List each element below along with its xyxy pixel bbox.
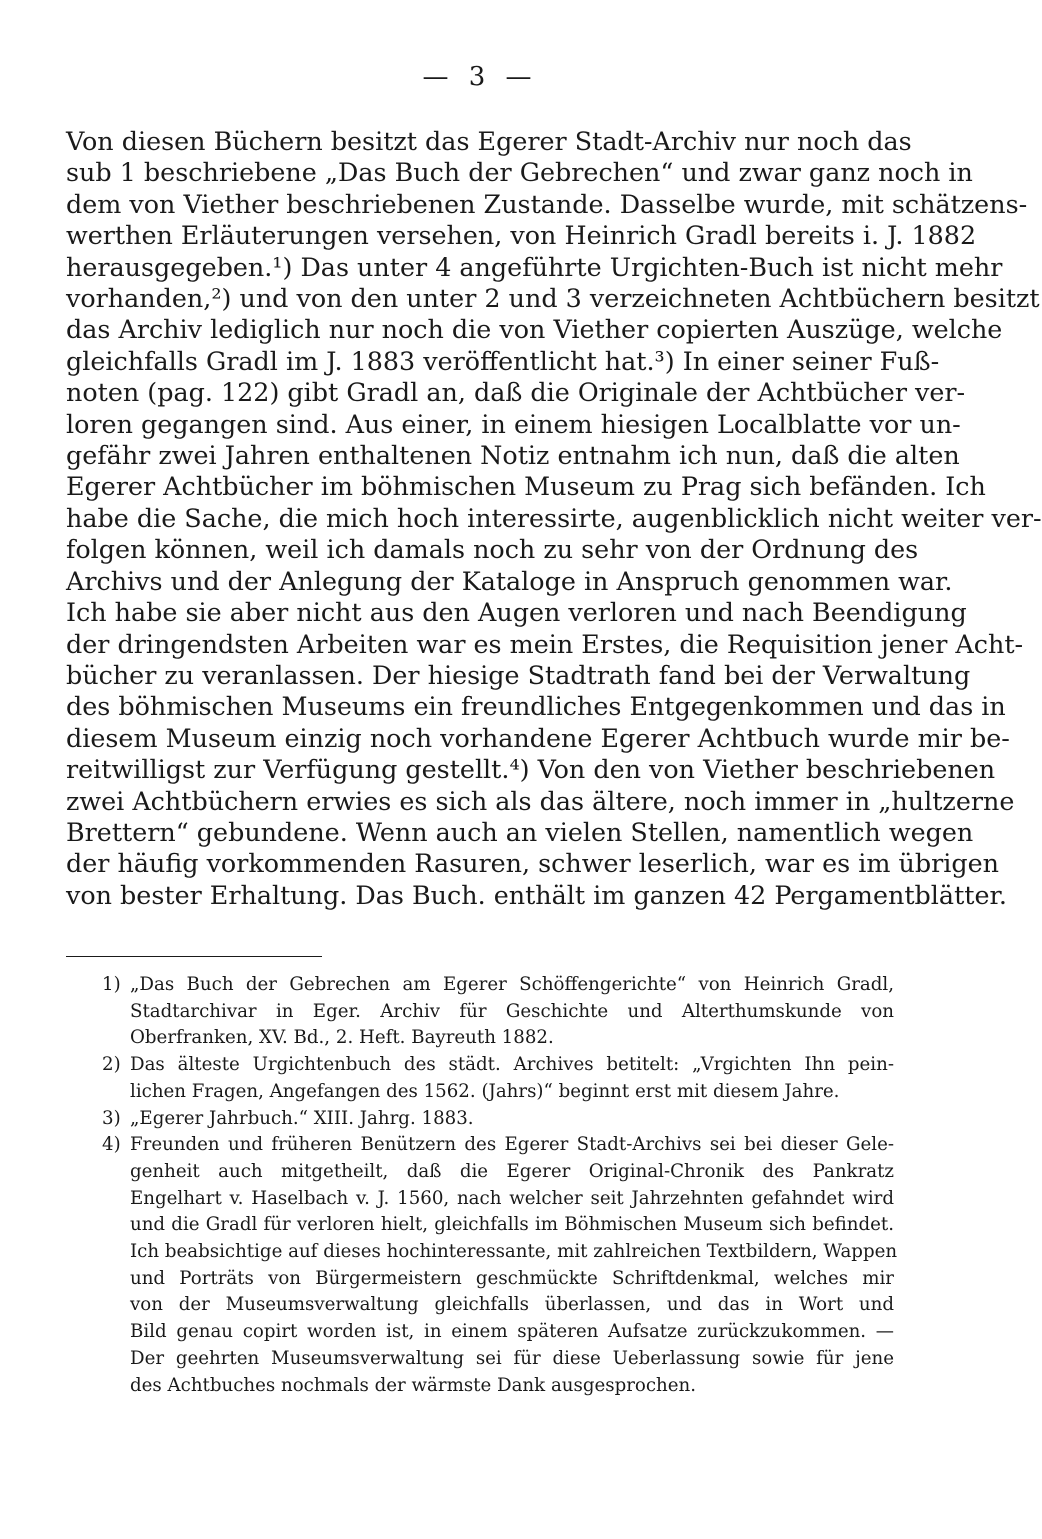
body-line: werthen Erläuterungen versehen, von Heinrich Gradl bereits i. J. 1882 — [66, 220, 977, 251]
footnote-line: Der geehrten Museumsverwaltung sei für diese Ueberlassung sowie für jene — [130, 1347, 894, 1369]
footnote-line: Freunden und früheren Benützern des Egerer Stadt-Archivs sei bei dieser Gele- — [130, 1134, 894, 1156]
footnote — [66, 1106, 894, 1133]
footnote-line: Ich beabsichtige auf dieses hochinteressante, mit zahlreichen Textbildern, Wappen — [130, 1241, 898, 1263]
footnote — [66, 1132, 898, 1399]
footnote — [66, 1052, 894, 1105]
footnote-line: Engelhart v. Haselbach v. J. 1560, nach welcher seit Jahrzehnten gefahndet wird — [130, 1187, 894, 1209]
footnote-line: Bild genau copirt worden ist, in einem späteren Aufsatze zurückzukommen. — — [130, 1321, 894, 1343]
body-line: der häufig vorkommenden Rasuren, schwer leserlich, war es im übrigen — [66, 848, 999, 879]
body-line: das Archiv lediglich nur noch die von Viether copierten Auszüge, welche — [66, 314, 1003, 345]
footnote-separator — [66, 956, 322, 957]
body-line: Ich habe sie aber nicht aus den Augen verloren und nach Beendigung — [66, 597, 967, 628]
body-line: sub 1 beschriebene „Das Buch der Gebrechen“ und zwar ganz noch in — [66, 157, 973, 188]
body-line: loren gegangen sind. Aus einer, in einem hiesigen Localblatte vor un- — [66, 408, 961, 439]
footnote-line: „Egerer Jahrbuch.“ XIII. Jahrg. 1883. — [130, 1107, 474, 1129]
footnote-marker: 4) — [102, 1134, 121, 1156]
body-line: von bester Erhaltung. Das Buch. enthält im ganzen 42 Pergamentblätter. — [66, 879, 1007, 910]
body-line: des böhmischen Museums ein freundliches Entgegenkommen und das in — [66, 691, 1006, 722]
body-line: herausgegeben.¹) Das unter 4 angeführte Urgichten-Buch ist nicht mehr — [66, 251, 1003, 282]
body-line: folgen können, weil ich damals noch zu sehr von der Ordnung des — [66, 534, 919, 565]
body-line: Egerer Achtbücher im böhmischen Museum zu Prag sich befänden. Ich — [66, 471, 986, 502]
footnote-marker: 3) — [102, 1107, 121, 1129]
footnote-line: Oberfranken, XV. Bd., 2. Heft. Bayreuth 1882. — [130, 1027, 554, 1049]
footnote-marker: 1) — [102, 974, 121, 995]
page-number: — 3 — — [422, 62, 538, 92]
footnote-line: des Achtbuches nochmals der wärmste Dank ausgesprochen. — [130, 1374, 697, 1396]
body-text — [66, 126, 1042, 911]
body-line: Brettern“ gebundene. Wenn auch an vielen Stellen, namentlich wegen — [66, 816, 974, 847]
body-line: vorhanden,²) und von den unter 2 und 3 verzeichneten Achtbüchern besitzt — [66, 283, 1040, 314]
body-line: diesem Museum einzig noch vorhandene Egerer Achtbuch wurde mir be- — [66, 722, 1010, 753]
footnote-line: Das älteste Urgichtenbuch des städt. Archives betitelt: „Vrgichten Ihn pein- — [130, 1054, 894, 1076]
footnote — [66, 972, 894, 1052]
body-line: der dringendsten Arbeiten war es mein Erstes, die Requisition jener Acht- — [66, 628, 1024, 659]
footnote-line: und die Gradl für verloren hielt, gleichfalls im Böhmischen Museum sich befindet. — [130, 1214, 894, 1236]
footnotes — [66, 972, 898, 1399]
footnote-line: von der Museumsverwaltung gleichfalls überlassen, und das in Wort und — [130, 1294, 894, 1316]
body-line: noten (pag. 122) gibt Gradl an, daß die Originale der Achtbücher ver- — [66, 377, 966, 408]
body-line: zwei Achtbüchern erwies es sich als das ältere, noch immer in „hultzerne — [66, 785, 1015, 816]
footnote-marker: 2) — [102, 1054, 121, 1076]
body-line: dem von Viether beschriebenen Zustande. Dasselbe wurde, mit schätzens- — [66, 188, 1028, 219]
body-line: habe die Sache, die mich hoch interessirte, augenblicklich nicht weiter ver- — [66, 502, 1042, 533]
footnote-line: lichen Fragen, Angefangen des 1562. (Jahrs)“ beginnt erst mit diesem Jahre. — [130, 1080, 840, 1102]
body-line: Von diesen Büchern besitzt das Egerer Stadt-Archiv nur noch das — [66, 126, 912, 156]
body-line: gefähr zwei Jahren enthaltenen Notiz entnahm ich nun, daß die alten — [66, 440, 960, 471]
body-line: bücher zu veranlassen. Der hiesige Stadtrath fand bei der Verwaltung — [66, 659, 971, 690]
footnote-line: Stadtarchivar in Eger. Archiv für Geschichte und Alterthumskunde von — [130, 1000, 894, 1022]
footnote-line: „Das Buch der Gebrechen am Egerer Schöffengerichte“ von Heinrich Gradl, — [130, 974, 894, 995]
body-line: Archivs und der Anlegung der Kataloge in Anspruch genommen war. — [66, 565, 953, 596]
footnote-line: und Porträts von Bürgermeistern geschmückte Schriftdenkmal, welches mir — [130, 1267, 894, 1289]
body-line: reitwilligst zur Verfügung gestellt.⁴) Von den von Viether beschriebenen — [66, 754, 996, 785]
footnote-line: genheit auch mitgetheilt, daß die Egerer Original-Chronik des Pankratz — [130, 1160, 894, 1182]
body-line: gleichfalls Gradl im J. 1883 veröffentlicht hat.³) In einer seiner Fuß- — [66, 345, 940, 376]
